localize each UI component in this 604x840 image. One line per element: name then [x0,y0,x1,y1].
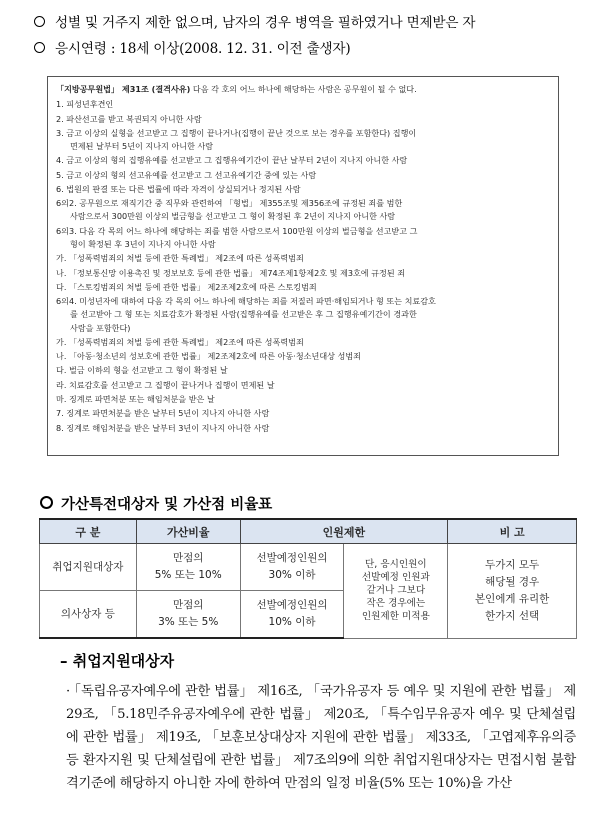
law-item: 사람으로서 300만원 이상의 벌금형을 선고받고 그 형이 확정된 후 2년이 지나지 아니한 사람 [70,211,396,222]
law-header [56,84,550,95]
dot-bullet-icon: · [66,684,70,699]
law-item: 8. 징계로 해임처분을 받은 날부터 3년이 지나지 아니한 사람 [56,422,270,433]
eligibility-gender-text: 성별 및 거주지 제한 없으며, 남자의 경우 병역을 필하였거나 면제받은 자 [55,15,476,31]
law-item: 6의3. 다음 각 목의 어느 하나에 해당하는 죄를 범한 사람으로서 100만원 이상의 벌금형을 선고받고 그 [56,225,418,236]
circle-bullet-icon [34,16,45,27]
law-item: 라. 치료감호를 선고받고 그 집행이 끝나거나 집행이 면제된 날 [56,379,275,390]
row-category: 의사상자 등 [40,591,137,639]
law-item: 나. 「아동·청소년의 성보호에 관한 법률」 제2조제2호에 따른 아동·청소년대상 성범죄 [56,351,361,362]
remark-cell: 두가지 모두 해당될 경우 본인에게 유리한 한가지 선택 [448,544,577,639]
circle-bullet-icon [34,42,45,53]
law-items-list [56,99,550,432]
header-ratio: 가산비율 [136,519,240,544]
law-item: 다. 벌금 이하의 형을 선고받고 그 형이 확정된 날 [56,365,228,376]
law-intro: 다음 각 호의 어느 하나에 해당하는 사람은 공무원이 될 수 없다. [190,84,417,94]
bonus-section-title-text: 가산특전대상자 및 가산점 비율표 [61,497,273,513]
header-limit: 인원제한 [240,519,448,544]
law-item: 3. 금고 이상의 실형을 선고받고 그 집행이 끝나거나(집행이 끝난 것으로 보는 경우를 포함한다) 집행이 [56,127,417,138]
law-item: 사람을 포함한다) [70,322,131,333]
row-limit: 선발예정인원의 10% 이하 [240,591,344,639]
law-item: 4. 금고 이상의 형의 집행유예를 선고받고 그 집행유예기간이 끝난 날부터 2년이 지나지 아니한 사람 [56,155,408,166]
employment-support-paragraph [66,680,576,795]
limit-note: 단, 응시인원이 선발예정 인원과 같거나 그보다 작은 경우에는 인원제한 미적용 [344,544,448,639]
employment-support-text: 「독립유공자예우에 관한 법률」 제16조, 「국가유공자 등 예우 및 지원에 관한 법률」 제29조, 「5.18민주유공자예우에 관한 법률」 제20조, 「특수임무유공자 예우 및 단체설립에 관한 법률」 제19조, 「보훈보상대상자 지원에 관한 법률」 제33조, 「고엽제후유의증 등 환자지원 및 단체설립에 관한 법률」 제7조의9에 의한 취업지원대상자는 면접시험 불합격기준에 해당하지 아니한 자에 한하여 만점의 일정 비율(5% 또는 10%)을 가산 [66,684,576,791]
law-item: 7. 징계로 파면처분을 받은 날부터 5년이 지나지 아니한 사람 [56,408,270,419]
header-category: 구 분 [40,519,137,544]
law-item: 마. 징계로 파면처분 또는 해임처분을 받은 날 [56,393,215,404]
row-ratio: 만점의 5% 또는 10% [136,544,240,591]
bonus-ratio-table [39,518,577,639]
law-item: 6. 법원의 판결 또는 다른 법률에 따라 자격이 상실되거나 정지된 사람 [56,183,301,194]
table-row [40,544,577,591]
law-item: 형이 확정된 후 3년이 지나지 아니한 사람 [70,238,216,249]
header-remark: 비 고 [448,519,577,544]
row-limit: 선발예정인원의 30% 이하 [240,544,344,591]
table-header-row [40,519,577,544]
eligibility-age-line [34,37,350,57]
row-ratio: 만점의 3% 또는 5% [136,591,240,639]
eligibility-gender-line [34,11,475,31]
law-item: 6의4. 미성년자에 대하여 다음 각 목의 어느 하나에 해당하는 죄를 저질러 파면·해임되거나 형 또는 치료감호 [56,296,436,307]
disqualification-law-box [47,76,559,456]
bonus-section-title [40,493,272,514]
law-item: 가. 「성폭력범죄의 처벌 등에 관한 특례법」 제2조에 따른 성폭력범죄 [56,336,304,347]
law-item: 면제된 날부터 5년이 지나지 아니한 사람 [70,141,214,152]
circle-bullet-icon [40,496,53,509]
law-item: 나. 「정보통신망 이용촉진 및 정보보호 등에 관한 법률」 제74조제1항제2호 및 제3호에 규정된 죄 [56,267,406,278]
law-reference: 「지방공무원법」 제31조 (결격사유) [56,84,191,94]
row-category: 취업지원대상자 [40,544,137,591]
law-item: 다. 「스토킹범죄의 처벌 등에 관한 법률」 제2조제2호에 따른 스토킹범죄 [56,281,317,292]
eligibility-age-text: 응시연령 : 18세 이상(2008. 12. 31. 이전 출생자) [55,41,351,57]
law-item: 가. 「성폭력범죄의 처벌 등에 관한 특례법」 제2조에 따른 성폭력범죄 [56,253,304,264]
law-item: 5. 금고 이상의 형의 선고유예를 선고받고 그 선고유예기간 중에 있는 사람 [56,169,317,180]
employment-support-subtitle: – 취업지원대상자 [60,652,175,670]
law-item: 6의2. 공무원으로 재직기간 중 직무와 관련하여 「형법」 제355조및 제356조에 규정된 죄를 범한 [56,198,403,209]
law-item: 2. 파산선고를 받고 복권되지 아니한 사람 [56,113,202,124]
law-item: 1. 피성년후견인 [56,99,114,110]
law-item: 를 선고받아 그 형 또는 치료감호가 확정된 사람(집행유예를 선고받은 후 그 집행유예기간이 경과한 [70,309,417,320]
